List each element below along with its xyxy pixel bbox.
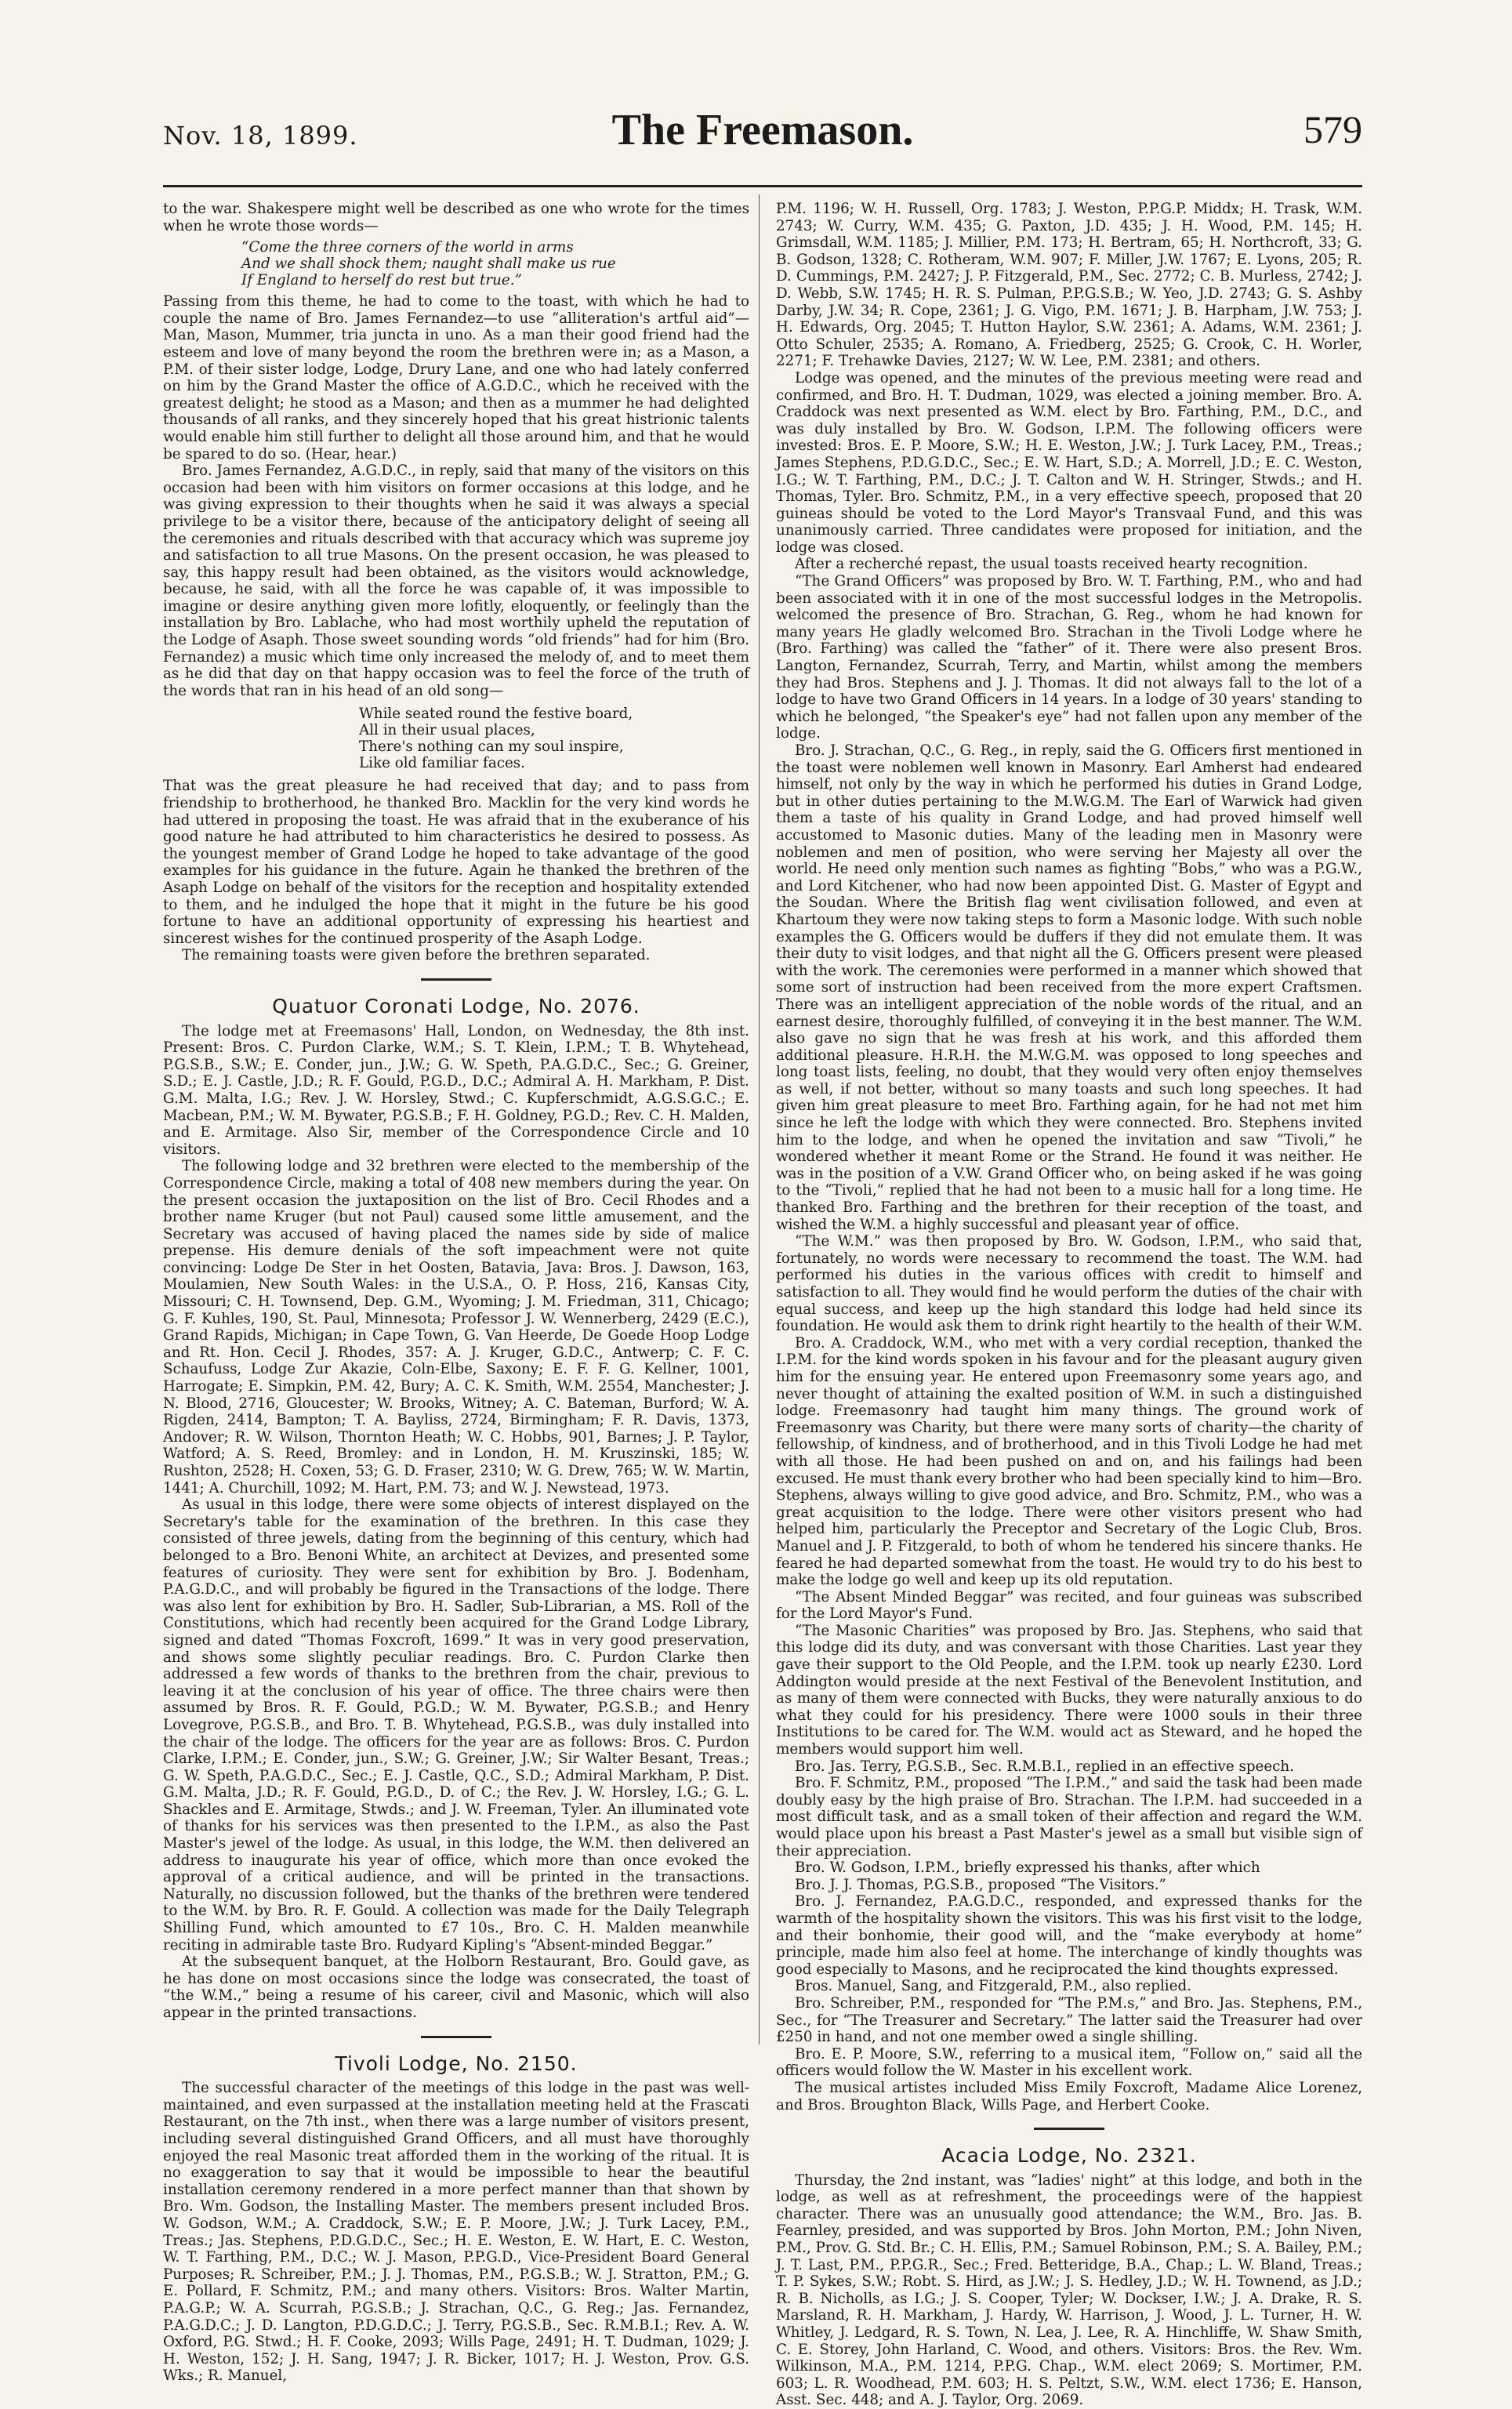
article-paragraph: “The Grand Officers” was proposed by Bro. W. T. Farthing, P.M., who and had been associated with it in one of the most successful lodges in the Metropolis. welcomed the presence of Bro. Strachan, G. Reg., whom he had known for many years He gladly welcomed Bro. Strachan in the Tivoli Lodge where he (Bro. Farthing) was called the “father” of it. There were also present Bros. Langton, Fernandez, Scurrah, Terry, and Martin, whilst among the members they had Bros. Stephens and J. J. Thomas. It did not always fall to the lot of a lodge to have two Grand Officers in 14 years. In a lodge of 30 years' standing to which he belonged, “the Speaker's eye” had not fallen upon any member of the lodge.	[776, 573, 1362, 742]
article-paragraph: Bro. A. Craddock, W.M., who met with a very cordial reception, thanked the I.P.M. for the kind words spoken in his favour and for the pleasant augury given him for the ensuing year. He entered upon Freemasonry some years ago, and never thought of attaining the exalted position of W.M. in such a distinguished lodge. Freemasonry had taught him many things. The ground work of Freemasonry was Charity, but there were many sorts of charity—the charity of fellowship, of kindness, and of brotherhood, and in this Tivoli Lodge he had met with all those. He had been pushed on and on, and his failings had been excused. He must thank every brother who had been specially kind to him—Bro. Stephens, always willing to give good advice, and Bro. Schmitz, P.M., who was a great acquisition to the lodge. There were other visitors present who had helped him, particularly the Preceptor and Secretary of the Logic Club, Bros. Manuel and J. P. Fitzgerald, to both of whom he tendered his sincere thanks. He feared he had departed somewhat from the toast. He would try to do his best to make the lodge go well and keep up its old reputation.	[776, 1334, 1362, 1589]
section-heading-quatuor-coronati: Quatuor Coronati Lodge, No. 2076.	[272, 994, 640, 1018]
article-paragraph: Passing from this theme, he had to come to the toast, with which he had to couple the name of Bro. James Fernandez—to use “alliteration's artful aid”—Man, Mason, Mummer, tria juncta in uno. As a man their good friend had the esteem and love of many beyond the room the brethren were in; as a Mason, a P.M. of their sister lodge, Lodge, Drury Lane, and one who had lately conferred on him by the Grand Master the office of A.G.D.C., which he received with the greatest delight; he stood as a Mason; and then as a mummer he had delighted thousands of all ranks, and they sincerely hoped that his great histrionic talents would enable him still further to delight all those around him, and that he would be spared to do so. (Hear, hear.)	[163, 293, 749, 463]
article-paragraph: Bro. Jas. Terry, P.G.S.B., Sec. R.M.B.I., replied in an effective speech.	[795, 1758, 1294, 1775]
article-paragraph: Lodge was opened, and the minutes of the previous meeting were read and confirmed, and Bro. H. T. Dudman, 1029, was elected a joining member. Bro. A. Craddock was next presented as W.M. elect by Bro. Farthing, P.M., D.C., and was duly installed by Bro. W. Godson, I.P.M. The following officers were invested: Bros. E. P. Moore, S.W.; H. E. Weston, J.W.; J. Turk Lacey, P.M., Treas.; James Stephens, P.D.G.D.C., Sec.; E. W. Hart, S.D.; A. Morrell, J.D.; E. C. Weston, I.G.; W. T. Farthing, P.M., D.C.; J. T. Calton and W. H. Stringer, Stwds.; and H. Thomas, Tyler. Bro. Schmitz, P.M., in a very effective speech, proposed that 20 guineas should be voted to the Lord Mayor's Transvaal Fund, and this was unanimously carried. Three candidates were proposed for initiation, and the lodge was closed.	[776, 369, 1362, 556]
verse-line: Like old familiar faces.	[359, 755, 525, 772]
section-rule	[1034, 2128, 1104, 2130]
column-divider	[759, 194, 760, 2044]
article-paragraph: “The Masonic Charities” was proposed by Bro. Jas. Stephens, who said that this lodge did its duty, and was conversant with those Charities. Last year they gave their support to the Old People, and the I.P.M. took up nearly £230. Lord Addington would preside at the next Festival of the Benevolent Institution, and as many of them were connected with Bucks, they were naturally anxious to do what they could for his presidency. There were 1000 souls in their three Institutions to be cared for. The W.M. would act as Steward, and he hoped the members would support him well.	[776, 1622, 1362, 1758]
article-paragraph: “The W.M.” was then proposed by Bro. W. Godson, I.P.M., who said that, fortunately, no words were necessary to recommend the toast. The W.M. had performed his duties in the various offices with credit to himself and satisfaction to all. They would find he would perform the duties of the chair with equal success, and keep up the high standard this lodge had held since its foundation. He would ask them to drink right heartily to the health of their W.M.	[776, 1233, 1362, 1335]
article-paragraph: Thursday, the 2nd instant, was “ladies' night” at this lodge, and both in the lodge, as well as at refreshment, the proceedings were of the happiest character. There was an unusually good attendance; the W.M., Bro. Jas. B. Fearnley, presided, and was supported by Bros. John Morton, P.M.; John Niven, P.M., Prov. G. Std. Br.; C. H. Ellis, P.M.; Samuel Robinson, P.M.; S. A. Bailey, P.M.; J. T. Last, P.M., P.P.G.R., Sec.; Fred. Betteridge, B.A., Chap.; L. W. Bland, Treas.; T. P. Sykes, S.W.; Robt. S. Hird, as J.W.; J. S. Hedley, J.D.; W. H. Townend, as J.D.; R. B. Nicholls, as I.G.; J. S. Cooper, Tyler; W. Dockser, I.W.; J. A. Drake, R. S. Marsland, R. H. Markham, J. Hardy, W. Harrison, J. Wood, J. L. Turner, H. W. Whitley, J. Ledgard, R. S. Town, N. Lea, J. Lee, R. A. Hinchliffe, W. Shaw Smith, C. E. Storey, John Harland, C. Wood, and others. Visitors: Bros. the Rev. Wm. Wilkinson, M.A., P.M. 1214, P.P.G. Chap., W.M. elect 2069; S. Mortimer, P.M. 603; L. R. Woodhead, P.M. 603; H. S. Peltzt, S.W., W.M. elect 1736; E. Hanson, Asst. Sec. 448; and A. J. Taylor, Org. 2069.	[776, 2171, 1362, 2409]
article-paragraph: Bro. W. Godson, I.P.M., briefly expressed his thanks, after which	[795, 1859, 1260, 1877]
article-paragraph: to the war. Shakespere might well be described as one who wrote for the times when he wrote those words—	[163, 201, 749, 234]
quote-line: And we shall shock them; naught shall make us rue	[241, 256, 616, 273]
section-rule	[421, 2036, 491, 2038]
masthead-rule	[163, 185, 1362, 187]
quote-line: “Come the three corners of the world in arms	[241, 239, 574, 256]
article-paragraph: The following lodge and 32 brethren were elected to the membership of the Correspondence Circle, making a total of 408 new members during the year. On the present occasion the juxtaposition on the list of Bro. Cecil Rhodes and a brother name Kruger (but not Paul) caused some little amusement, and the Secretary was accused of having placed the names side by side of malice prepense. His demure denials of the soft impeachment were not quite convincing: Lodge De Ster in het Oosten, Batavia, Java: Bros. J. Dawson, 163, Moulamien, New South Wales: in the U.S.A., O. P. Hoss, 216, Kansas City, Missouri; C. H. Townsend, Dep. G.M., Wyoming; J. M. Friedman, 311, Chicago; G. F. Kuhles, 190, St. Paul, Minnesota; Professor J. W. Wennerberg, 2429 (E.C.), Grand Rapids, Michigan; in Cape Town, G. Van Heerde, De Goede Hoop Lodge and Rt. Hon. Cecil J. Rhodes, 357: A. J. Kruger, G.D.C., Antwerp; C. F. C. Schaufuss, Lodge Zur Akazie, Coln-Elbe, Saxony; E. F. F. G. Kellner, 1001, Harrogate; E. Simpkin, P.M. 42, Bury; A. C. K. Smith, W.M. 2554, Manchester; J. N. Blood, 2716, Gloucester; W. Brooks, Witney; A. C. Bateman, Burford; W. A. Rigden, 2414, Bampton; T. A. Bayliss, 2724, Birmingham; F. R. Davis, 1373, Andover; R. W. Wilson, Thornton Heath; W. C. Hobbs, 901, Barnes; J. P. Taylor, Watford; A. S. Reed, Bromley: and in London, H. M. Kruszinski, 185; W. Rushton, 2528; H. Coxen, 53; G. D. Fraser, 2310; W. G. Drew, 765; W. W. Martin, 1441; A. Churchill, 1092; M. Hart, P.M. 73; and W. J. Newstead, 1973.	[163, 1158, 749, 1497]
article-paragraph: Bro. James Fernandez, A.G.D.C., in reply, said that many of the visitors on this occasion had been with him visitors on former occasions at this lodge, and he was giving expression to their thoughts when he said it was always a special privilege to be a visitor there, because of the anticipatory delight of seeing all the ceremonies and rituals described with that accuracy which was supreme joy and satisfaction to all true Masons. On the present occasion, he was pleased to say, this happy result had been obtained, as the visitors would acknowledge, because, he said, with all the force he was capable of, it was impossible to imagine or desire anything given more lofitly, eloquently, or feelingly than the installation by Bro. Lablache, who had most worthily upheld the reputation of the Lodge of Asaph. Those sweet sounding words “old friends” had for him (Bro. Fernandez) a music which time only increased the melody of, and to meet them as he did that day on that happy occasion was to feel the force of the truth of the words that ran in his head of an old song—	[163, 463, 749, 699]
section-heading-tivoli: Tivoli Lodge, No. 2150.	[335, 2052, 578, 2075]
article-paragraph: The musical artistes included Miss Emily Foxcroft, Madame Alice Lorenez, and Bros. Broughton Black, Wills Page, and Herbert Cooke.	[776, 2079, 1362, 2113]
article-paragraph: At the subsequent banquet, at the Holborn Restaurant, Bro. Gould gave, as he has done on most occasions since the lodge was consecrated, the toast of “the W.M.,” being a resume of his career, civil and Masonic, which will also appear in the printed transactions.	[163, 1954, 749, 2021]
verse-line: All in their usual places,	[359, 722, 535, 739]
article-paragraph: Bro. J. Fernandez, P.A.G.D.C., responded, and expressed thanks for the warmth of the hospitality shown the visitors. This was his first visit to the lodge, and their bonhomie, their good will, and the “make everybody at home” principle, made him also feel at home. The interchange of kindly thoughts was good especially to Masons, and he reciprocated the kind thoughts expressed.	[776, 1893, 1362, 1978]
publication-title: The Freemason.	[611, 106, 914, 154]
verse	[359, 706, 749, 771]
article-paragraph: The remaining toasts were given before the brethren separated.	[182, 947, 651, 964]
left-column	[163, 201, 749, 2385]
article-paragraph: The lodge met at Freemasons' Hall, London, on Wednesday, the 8th inst. Present: Bros. C. Purdon Clarke, W.M.; S. T. Klein, I.P.M.; T. B. Whytehead, P.G.S.B., S.W.; E. Conder, jun., J.W.; G. W. Speth, P.A.G.D.C., Sec.; G. Greiner, S.D.; E. J. Castle, J.D.; R. F. Gould, P.G.D., D.C.; Admiral A. H. Markham, P. Dist. G.M. Malta, I.G.; Rev. J. W. Horsley, Stwd.; C. Kupferschmidt, A.G.S.G.C.; E. Macbean, P.M.; W. M. Bywater, P.G.S.B.; F. H. Goldney, P.G.D.; Rev. C. H. Malden, and E. Armitage. Also Sir, member of the Correspondence Circle and 10 visitors.	[163, 1022, 749, 1158]
article-paragraph: “The Absent Minded Beggar” was recited, and four guineas was subscribed for the Lord Mayor's Fund.	[776, 1588, 1362, 1623]
verse-line: While seated round the festive board,	[359, 706, 633, 723]
article-paragraph: As usual in this lodge, there were some objects of interest displayed on the Secretary's table for the examination of the brethren. In this case they consisted of three jewels, dating from the beginning of this century, which had belonged to a Bro. Benoni White, an architect at Devizes, and presented some features of curiosity. They were sent for exhibition by Bro. J. Bodenham, P.A.G.D.C., and will probably be figured in the Transactions of the lodge. There was also lent for exhibition by Bro. H. Sadler, Sub-Librarian, a MS. Roll of the Constitutions, which had recently been acquired for the Grand Lodge Library, signed and dated “Thomas Foxcroft, 1699.” It was in very good preservation, and shows some slightly peculiar readings. Bro. C. Purdon Clarke then addressed a few words of thanks to the brethren from the chair, previous to leaving it at the conclusion of his year of office. The three chairs were then assumed by Bros. R. F. Gould, P.G.D.; W. M. Bywater, P.G.S.B.; and Henry Lovegrove, P.G.S.B., and Bro. T. B. Whytehead, P.G.S.B., was duly installed into the chair of the lodge. The officers for the year are as follows: Bros. C. Purdon Clarke, I.P.M.; E. Conder, jun., S.W.; G. Greiner, J.W.; Sir Walter Besant, Treas.; G. W. Speth, P.A.G.D.C., Sec.; E. J. Castle, Q.C., S.D.; Admiral Markham, P. Dist. G.M. Malta, J.D.; R. F. Gould, P.G.D., D. of C.; the Rev. J. W. Horsley, I.G.; G. L. Shackles and E. Armitage, Stwds.; and J. W. Freeman, Tyler. An illuminated vote of thanks for his services was then presented to the I.P.M., as also the Past Master's jewel of the lodge. As usual, in this lodge, the W.M. then delivered an address to inaugurate his year of office, which more than once evoked the approval of a critical audience, and will be printed in the transactions. Naturally, no discussion followed, but the thanks of the brethren were tendered to the W.M. by Bro. R. F. Gould. A collection was made for the Daily Telegraph Shilling Fund, which amounted to £7 10s., Bro. C. H. Malden meanwhile reciting in admirable taste Bro. Rudyard Kipling's “Absent-minded Beggar.”	[163, 1497, 749, 1954]
article-paragraph: After a recherché repast, the usual toasts received hearty recognition.	[795, 556, 1308, 573]
section-rule	[421, 978, 491, 981]
article-paragraph: The successful character of the meetings of this lodge in the past was well-maintained, and even surpassed at the installation meeting held at the Frascati Restaurant, on the 7th inst., when there was a large number of visitors present, including several distinguished Grand Officers, and all must have thoroughly enjoyed the real Masonic treat afforded them in the working of the ritual. It is no exaggeration to say that it would be impossible to hear the beautiful installation ceremony rendered in a more perfect manner than that shown by Bro. Wm. Godson, the Installing Master. The members present included Bros. W. Godson, W.M.; A. Craddock, S.W.; E. P. Moore, J.W.; J. Turk Lacey, P.M., Treas.; Jas. Stephens, P.D.G.D.C., Sec.; H. E. Weston, E. W. Hart, E. C. Weston, W. T. Farthing, P.M., D.C.; W. J. Mason, P.P.G.D., Vice-President Board General Purposes; R. Schreiber, P.M.; J. J. Thomas, P.M., P.G.S.B.; W. J. Stratton, P.M.; G. E. Pollard, F. Schmitz, P.M.; and many others. Visitors: Bros. Walter Martin, P.A.G.P.; W. A. Scurrah, P.G.S.B.; J. Strachan, Q.C., G. Reg.; Jas. Fernandez, P.A.G.D.C.; J. D. Langton, P.D.G.D.C.; J. Terry, P.G.S.B., Sec. R.M.B.I.; Rev. A. W. Oxford, P.G. Stwd.; H. F. Cooke, 2093; Wills Page, 2491; H. T. Dudman, 1029; J. H. Weston, 152; J. H. Sang, 1947; J. R. Bicker, 1017; H. J. Weston, Prov. G.S. Wks.; R. Manuel,	[163, 2080, 749, 2385]
right-column	[776, 201, 1362, 2409]
issue-date: Nov. 18, 1899.	[163, 121, 358, 151]
block-quote	[241, 239, 749, 288]
article-paragraph: Bro. J. J. Thomas, P.G.S.B., proposed “The Visitors.”	[795, 1876, 1166, 1893]
article-paragraph: That was the great pleasure he had received that day; and to pass from friendship to brotherhood, he thanked Bro. Macklin for the very kind words he had uttered in proposing the toast. He was afraid that in the exuberance of his good nature he had attributed to him characteristics he desired to possess. As the youngest member of Grand Lodge he hoped to take advantage of the good examples for his guidance in the future. Again he thanked the brethren of the Asaph Lodge on behalf of the visitors for the reception and hospitality extended to them, and he indulged the hope that it might in the future be his good fortune to have an additional opportunity of expressing his heartiest and sincerest wishes for the continued prosperity of the Asaph Lodge.	[163, 778, 749, 947]
verse-line: There's nothing can my soul inspire,	[359, 738, 624, 756]
article-paragraph: Bro. E. P. Moore, S.W., referring to a musical item, “Follow on,” said all the officers would follow the W. Master in his excellent work.	[776, 2045, 1362, 2080]
masthead	[163, 100, 1362, 155]
section-heading-acacia: Acacia Lodge, No. 2321.	[941, 2144, 1197, 2168]
article-paragraph: P.M. 1196; W. H. Russell, Org. 1783; J. Weston, P.P.G.P. Middx; H. Trask, W.M. 2743; W. Curry, W.M. 435; G. Paxton, J.D. 435; J. H. Wood, P.M. 145; H. Grimsdall, W.M. 1185; J. Millier, P.M. 173; H. Bertram, 65; H. Northcroft, 33; G. B. Godson, 1328; C. Rotheram, W.M. 907; F. Miller, J.W. 1767; E. Lyons, 205; R. D. Cummings, P.M. 2427; J. P. Fitzgerald, P.M., Sec. 2772; C. B. Murless, 2742; J. D. Webb, S.W. 1745; H. R. S. Pulman, P.P.G.S.B.; W. Yeo, J.D. 2743; G. S. Ashby Darby, J.W. 34; R. Cope, 2361; J. G. Vigo, P.M. 1671; J. B. Harpham, J.W. 753; J. H. Edwards, Org. 2045; T. Hutton Haylor, S.W. 2361; A. Adams, W.M. 2361; J. Otto Schuler, 2535; A. Romano, A. Friedberg, 2525; G. Crook, C. H. Worler, 2271; F. Trehawke Davies, 2127; W. W. Lee, P.M. 2381; and others.	[776, 201, 1362, 370]
page-number: 579	[1304, 107, 1362, 151]
article-paragraph: Bros. Manuel, Sang, and Fitzgerald, P.M., also replied.	[795, 1978, 1191, 1995]
quote-line: If England to herself do rest but true.”	[241, 272, 522, 289]
article-paragraph: Bro. F. Schmitz, P.M., proposed “The I.P.M.,” and said the task had been made doubly easy by the high praise of Bro. Strachan. The I.P.M. had succeeded in a most difficult task, and as a small token of their affection and regard the W.M. would place upon his breast a Past Master's jewel as a small but visible sign of their appreciation.	[776, 1775, 1362, 1859]
article-paragraph: Bro. J. Strachan, Q.C., G. Reg., in reply, said the G. Officers first mentioned in the toast were noblemen well known in Masonry. Earl Amherst had endeared himself, not only by the way in which he performed his duties in Grand Lodge, but in other duties pertaining to the M.W.G.M. The Earl of Warwick had given them a taste of his quality in Grand Lodge, and had proved himself well accustomed to Masonic duties. Many of the leading men in Masonry were noblemen and men of position, who were serving her Majesty all over the world. He need only mention such names as fighting “Bobs,” who was a P.G.W., and Lord Kitchener, who had now been appointed Dist. G. Master of Egypt and the Soudan. Where the British flag went civilisation followed, and even at Khartoum they were now taking steps to form a Masonic lodge. With such noble examples the G. Officers would be duffers if they did not emulate them. It was their duty to visit lodges, and that night all the G. Officers present were pleased with the work. The ceremonies were performed in a manner which showed that some sort of instruction had been received from the more expert Craftsmen. There was an intelligent appreciation of the noble words of the ritual, and an earnest desire, thoroughly fulfilled, of conveying it in the best manner. The W.M. also gave no sign that he was fresh at his work, and this afforded them additional pleasure. H.R.H. the M.W.G.M. was opposed to long speeches and long toast lists, feeling, no doubt, that they would very often enjoy themselves as well, if not better, without so many toasts and such long speeches. It had given him great pleasure to meet Bro. Farthing again, for he had not met him since he left the lodge with which they were connected. Bro. Stephens invited him to the lodge, and when he opened the invitation and saw “Tivoli,” he wondered whether it meant Rome or the Strand. He found it was neither. He was in the position of a V.W. Grand Officer who, on being asked if he was going to the “Tivoli,” replied that he had not been to a music hall for a long time. He thanked Bro. Farthing and the brethren for their reception of the toast, and wished the W.M. a highly successful and pleasant year of office.	[776, 742, 1362, 1233]
article-paragraph: Bro. Schreiber, P.M., responded for “The P.M.s,” and Bro. Jas. Stephens, P.M., Sec., for “The Treasurer and Secretary.” The latter said the Treasurer had over £250 in hand, and not one member owed a single shilling.	[776, 1994, 1362, 2046]
